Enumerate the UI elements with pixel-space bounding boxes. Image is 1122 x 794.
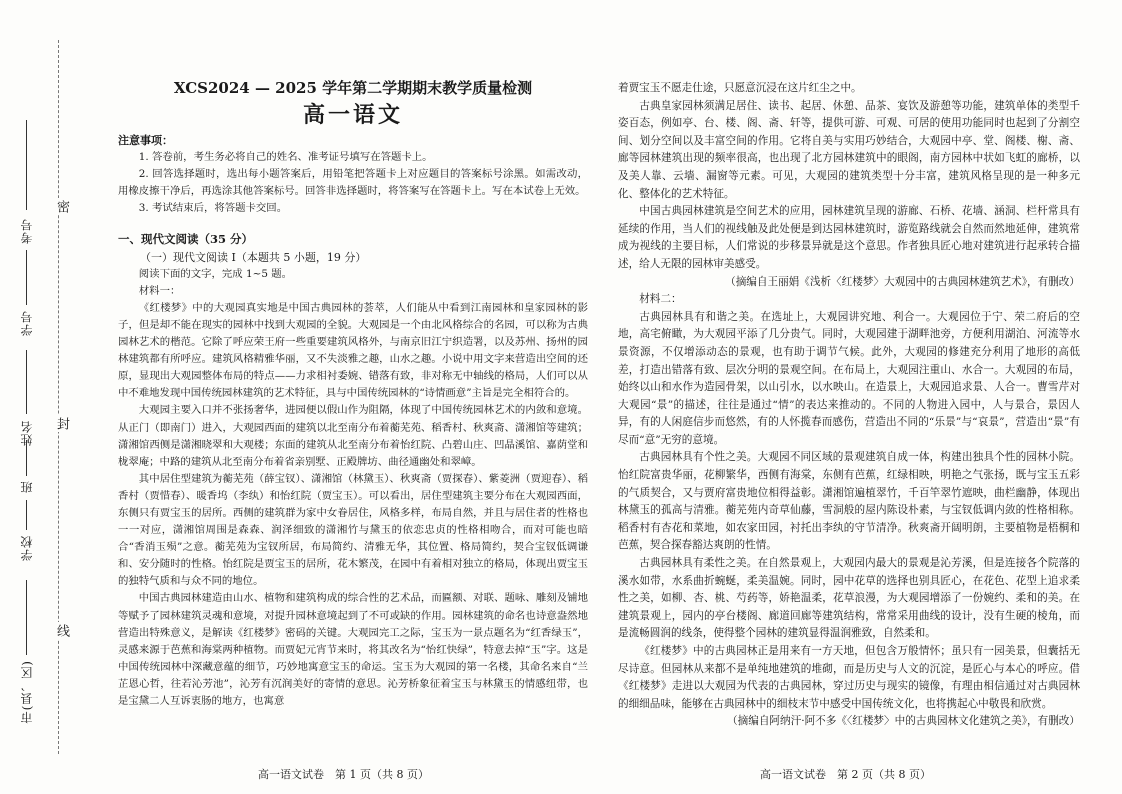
passage-paragraph: 古典园林具有柔性之美。在自然景观上，大观园内最大的景观是沁芳溪，但是连接各个院落的溪水如带，水系曲折蜿蜒，柔美温婉。同时，园中花草的选择也别具匠心，在花色、花型上追求柔性之美，如柳、杏、桃、芍药等，娇艳温柔，花草浪漫，为大观园增添了一份婉约、柔和的美。在建筑景观上，园内的亭台楼阁、廊道回廊等建筑结构，常常采用曲线的设计，没有生硬的棱角，而是流畅圆润的线条，使得整个园林的建筑显得温润雅致，自然柔和。 (618, 557, 1080, 640)
passage-paragraph: 古典园林具有个性之美。大观园不同区域的景观建筑自成一体，构建出独具个性的园林小院。怡红院富贵华丽，花柳繁华，西侧有海棠，东侧有芭蕉，红绿相映，明艳之气张扬，既与宝玉五彩的气质契合，又与贾府富贵地位相得益彰。潇湘馆遍植翠竹，千百竿翠竹遮映，曲栏幽静，体现出林黛玉的孤高与清雅。蘅芜苑内奇草仙藤，雪洞般的屋内陈设朴素，与宝钗低调内敛的性格相称。稻香村有杏花和菜地，如农家田园，衬托出李纨的守节清净。秋爽斋开阔明朗，主要植物是梧桐和芭蕉，契合探春豁达爽朗的性情。 (618, 451, 1080, 552)
page-footer-right: 高一语文试卷 第 2 页（共 8 页） (760, 768, 931, 781)
name-line (26, 350, 27, 414)
notice-item: 2. 回答选择题时，选出每小题答案后，用铅笔把答题卡上对应题目的答案标号涂黑。如需改动，用橡皮擦干净后，再选涂其他答案标号。回答非选择题时，将答案写在答题卡上。写在本试卷上无效。 (118, 168, 588, 198)
subject-title: 高一语文 (302, 102, 403, 128)
exam-title: XCS2024 — 2025 学年第二学期期末教学质量检测 (173, 79, 533, 97)
class-line (26, 440, 27, 476)
seal-mark-xian: 线 (54, 624, 69, 637)
left-page (118, 78, 588, 710)
source-citation: （摘编自王丽娟《浅析〈红楼梦〉大观园中的古典园林建筑艺术》，有删改） (725, 275, 1080, 288)
passage-paragraph: 中国古典园林建造由山水、植物和建筑构成的综合性的艺术品，而匾额、对联、题咏、雕刻及铺地等赋予了园林建筑灵魂和意境，对提升园林意境起到了不可或缺的作用。园林建筑的命名也诗意盎然地营造出特殊意义，是解读《红楼梦》密码的关键。大观园完工之际，宝玉为一景点题名为“红香绿玉”，灵感来源于芭蕉和海棠两种植物。而贾妃元宵节来时，将其改名为“怡红快绿”，特意去掉“玉”字。这是中国传统园林中深藏意蕴的细节，巧妙地寓意宝玉的命运。宝玉为大观园的第一名楼，其命名来自“兰芷恩心哲，往若沁芳池”，沁芳有沉润美好的寄情的意思。沁芳桥象征着宝玉与林黛玉的情感纽带，也是宝黛二人互诉衷肠的地方，也寓意 (118, 592, 588, 707)
notice-heading: 注意事项： (118, 134, 173, 147)
subsection-heading: （一）现代文阅读 Ⅰ（本题共 5 小题，19 分） (140, 250, 367, 264)
passage-paragraph: 《红楼梦》中的古典园林正是用来有一方天地，但包含万般情怀；虽只有一园美景，但囊括无尽诗意。但园林从来都不是单纯地建筑的堆砌，而是历史与人文的沉淀，是匠心与本心的呼应。借《红楼梦》走进以大观园为代表的古典园林，穿过历史与现实的镜像，有理由相信通过对古典园林的细细品味，能够在古典园林中的细枝末节中感受中国传统文化，也将携起心中敬畏和欣赏。 (618, 645, 1080, 710)
district-line (26, 580, 27, 655)
school-label: 学校 (20, 535, 34, 561)
notice-item: 1. 答卷前，考生务必将自己的姓名、准考证号填写在答题卡上。 (138, 151, 433, 164)
seal-mark-mi: 密 (54, 200, 69, 213)
material-label: 材料一： (138, 284, 181, 297)
passage-paragraph: 着贾宝玉不愿走仕途，只愿意沉浸在这片红尘之中。 (618, 82, 862, 94)
right-page (618, 80, 1080, 731)
student-number-label: 学号 (20, 310, 34, 336)
student-number-line (26, 250, 27, 305)
seal-mark-feng: 封 (54, 417, 69, 430)
passage-paragraph: 古典皇家园林须满足居住、读书、起居、休憩、品茶、宴饮及游憩等功能，建筑单体的类型千姿百态，例如亭、台、楼、阁、斋、轩等，提供可游、可观、可居的使用功能同时也起到了分割空间、划分空间以及丰富空间的作用。它将自美与实用巧妙结合，大观园中亭、堂、阁楼、榭、斋、廊等园林建筑出现的频率很高，也出现了北方园林建筑中的眼阁，南方园林中状如飞虹的廊桥，以及美人靠、云墙、漏窗等元素。可见，大观园的建筑类型十分丰富，建筑风格呈现的是一种多元化、整体化的艺术特征。 (618, 99, 1080, 200)
seal-dashed-line (58, 40, 59, 754)
class-label: 班 (20, 480, 34, 493)
school-line (26, 500, 27, 530)
passage-paragraph: 其中居住型建筑为蘅芜苑（薛宝钗）、潇湘馆（林黛玉）、秋爽斋（贾探春）、紫菱洲（贾迎春）、稻香村（贾惜春）、暖香坞（李纨）和怡红院（贾宝玉）。可以看出，居住型建筑主要分布在大观园西面，东侧只有贾宝玉的居所。西侧的建筑群为家中女眷居住，风格多样，布局自然，并且与居住者的性格也一一对应，潇湘馆周围是森森、润泽细致的潇湘竹与黛玉的依恋忠贞的性格相吻合，而对可能也暗合“香消玉殒”之意。蘅芜苑为宝钗所居，布局简约、清雅无华，其位置、格局简约，契合宝钗低调谦和、安分随时的性格。怡红院是贾宝玉的居所，花木繁茂，在园中有着相对独立的格局，体现出贾宝玉的独特气质和与众不同的地位。 (118, 472, 588, 588)
section-heading: 一、现代文阅读（35 分） (118, 232, 254, 247)
exam-number-label: 考号 (20, 218, 34, 244)
passage-paragraph: 大观园主要入口并不张扬奢华，进园便以假山作为阻隔，体现了中国传统园林艺术的内敛和意境。从正门（即南门）进入，大观园西面的建筑以北至南分布着蘅芜苑、稻香村、秋爽斋、潇湘馆等建筑；潇湘馆西侧是潇湘晓翠和大观楼；东面的建筑从北至南分布着怡红院、凸碧山庄、凹晶溪馆、嘉荫堂和栊翠庵；中路的建筑从北至南分布着省亲别墅、正殿牌坊、曲径通幽处和翠嶂。 (118, 404, 588, 468)
page-footer-left: 高一语文试卷 第 1 页（共 8 页） (258, 768, 429, 781)
passage-paragraph: 《红楼梦》中的大观园真实地是中国古典园林的荟萃，人们能从中看到江南园林和皇家园林的影子，但是却不能在现实的园林中找到大观园的全貌。大观园是一个由北风格综合的名园，可以称为古典园林艺术的楷范。它除了呼应荣王府一些重要建筑风格外，与南京旧江宁织造署，以及苏州、扬州的园林建筑都有所呼应。建筑风格精雅华丽，又不失淡雅之趣，山水之趣。小说中用文字来营造出空间的还原，显现出大观园整体布局的特点——力求相衬委婉、错落有致，非对称无中轴线的格局，人们可以从中不难地发现中国传统园林建筑的艺术特征，具与中国传统园林的“诗情画意”主旨是完全相符合的。 (118, 301, 588, 400)
name-label: 姓名 (20, 420, 34, 446)
exam-number-line (26, 120, 27, 210)
district-label: 市(县、区) (20, 660, 34, 724)
notice-item: 3. 考试结束后，将答题卡交回。 (138, 202, 288, 215)
material-label: 材料二： (639, 293, 682, 306)
reading-instruction: 阅读下面的文字，完成 1~5 题。 (138, 267, 293, 280)
source-citation: （摘编自阿纳汗·阿不多《〈红楼梦〉中的古典园林文化建筑之美》，有删改） (727, 715, 1080, 728)
binding-margin (0, 0, 70, 794)
passage-paragraph: 古典园林具有和谐之美。在选址上，大观园讲究地、利合一。大观园位于宁、荣二府后的空地，高宅俯瞰，为大观园平添了几分贵气。同时，大观园建于湖畔池旁，方便利用湖泊、河流等水景资源，不仅增添动态的景观，也有助于调节气候。此外，大观园的修建充分利用了地形的高低差，打造出错落有致、层次分明的景观空间。在布局上，大观园注重山、水合一。大观园的布局，始终以山和水作为造园骨架，以山引水，以水映山。在造景上，大观园追求景、人合一。曹雪芹对大观园“景”的描述，往往是通过“情”的表达来推动的。不同的人物进入园中，人与景合，景因人异，有的人闲庭信步而悠然，有的人怀揽春而感伤，营造出不同的“乐景”与“哀景”，营造出“景”有尽而“意”无穷的意境。 (618, 310, 1080, 446)
passage-paragraph: 中国古典园林建筑是空间艺术的应用，园林建筑呈现的游廊、石桥、花墙、涵洞、栏杆常具有延续的作用，当人们的视线触及此处便是到达园林建筑时，游览路线就会自然而然地延伸，建筑常成为视线的主要目标，人们常说的步移景异就是这个意思。作者独具匠心地对建筑进行起承转合描述，给人无限的园林审美感受。 (618, 205, 1080, 270)
